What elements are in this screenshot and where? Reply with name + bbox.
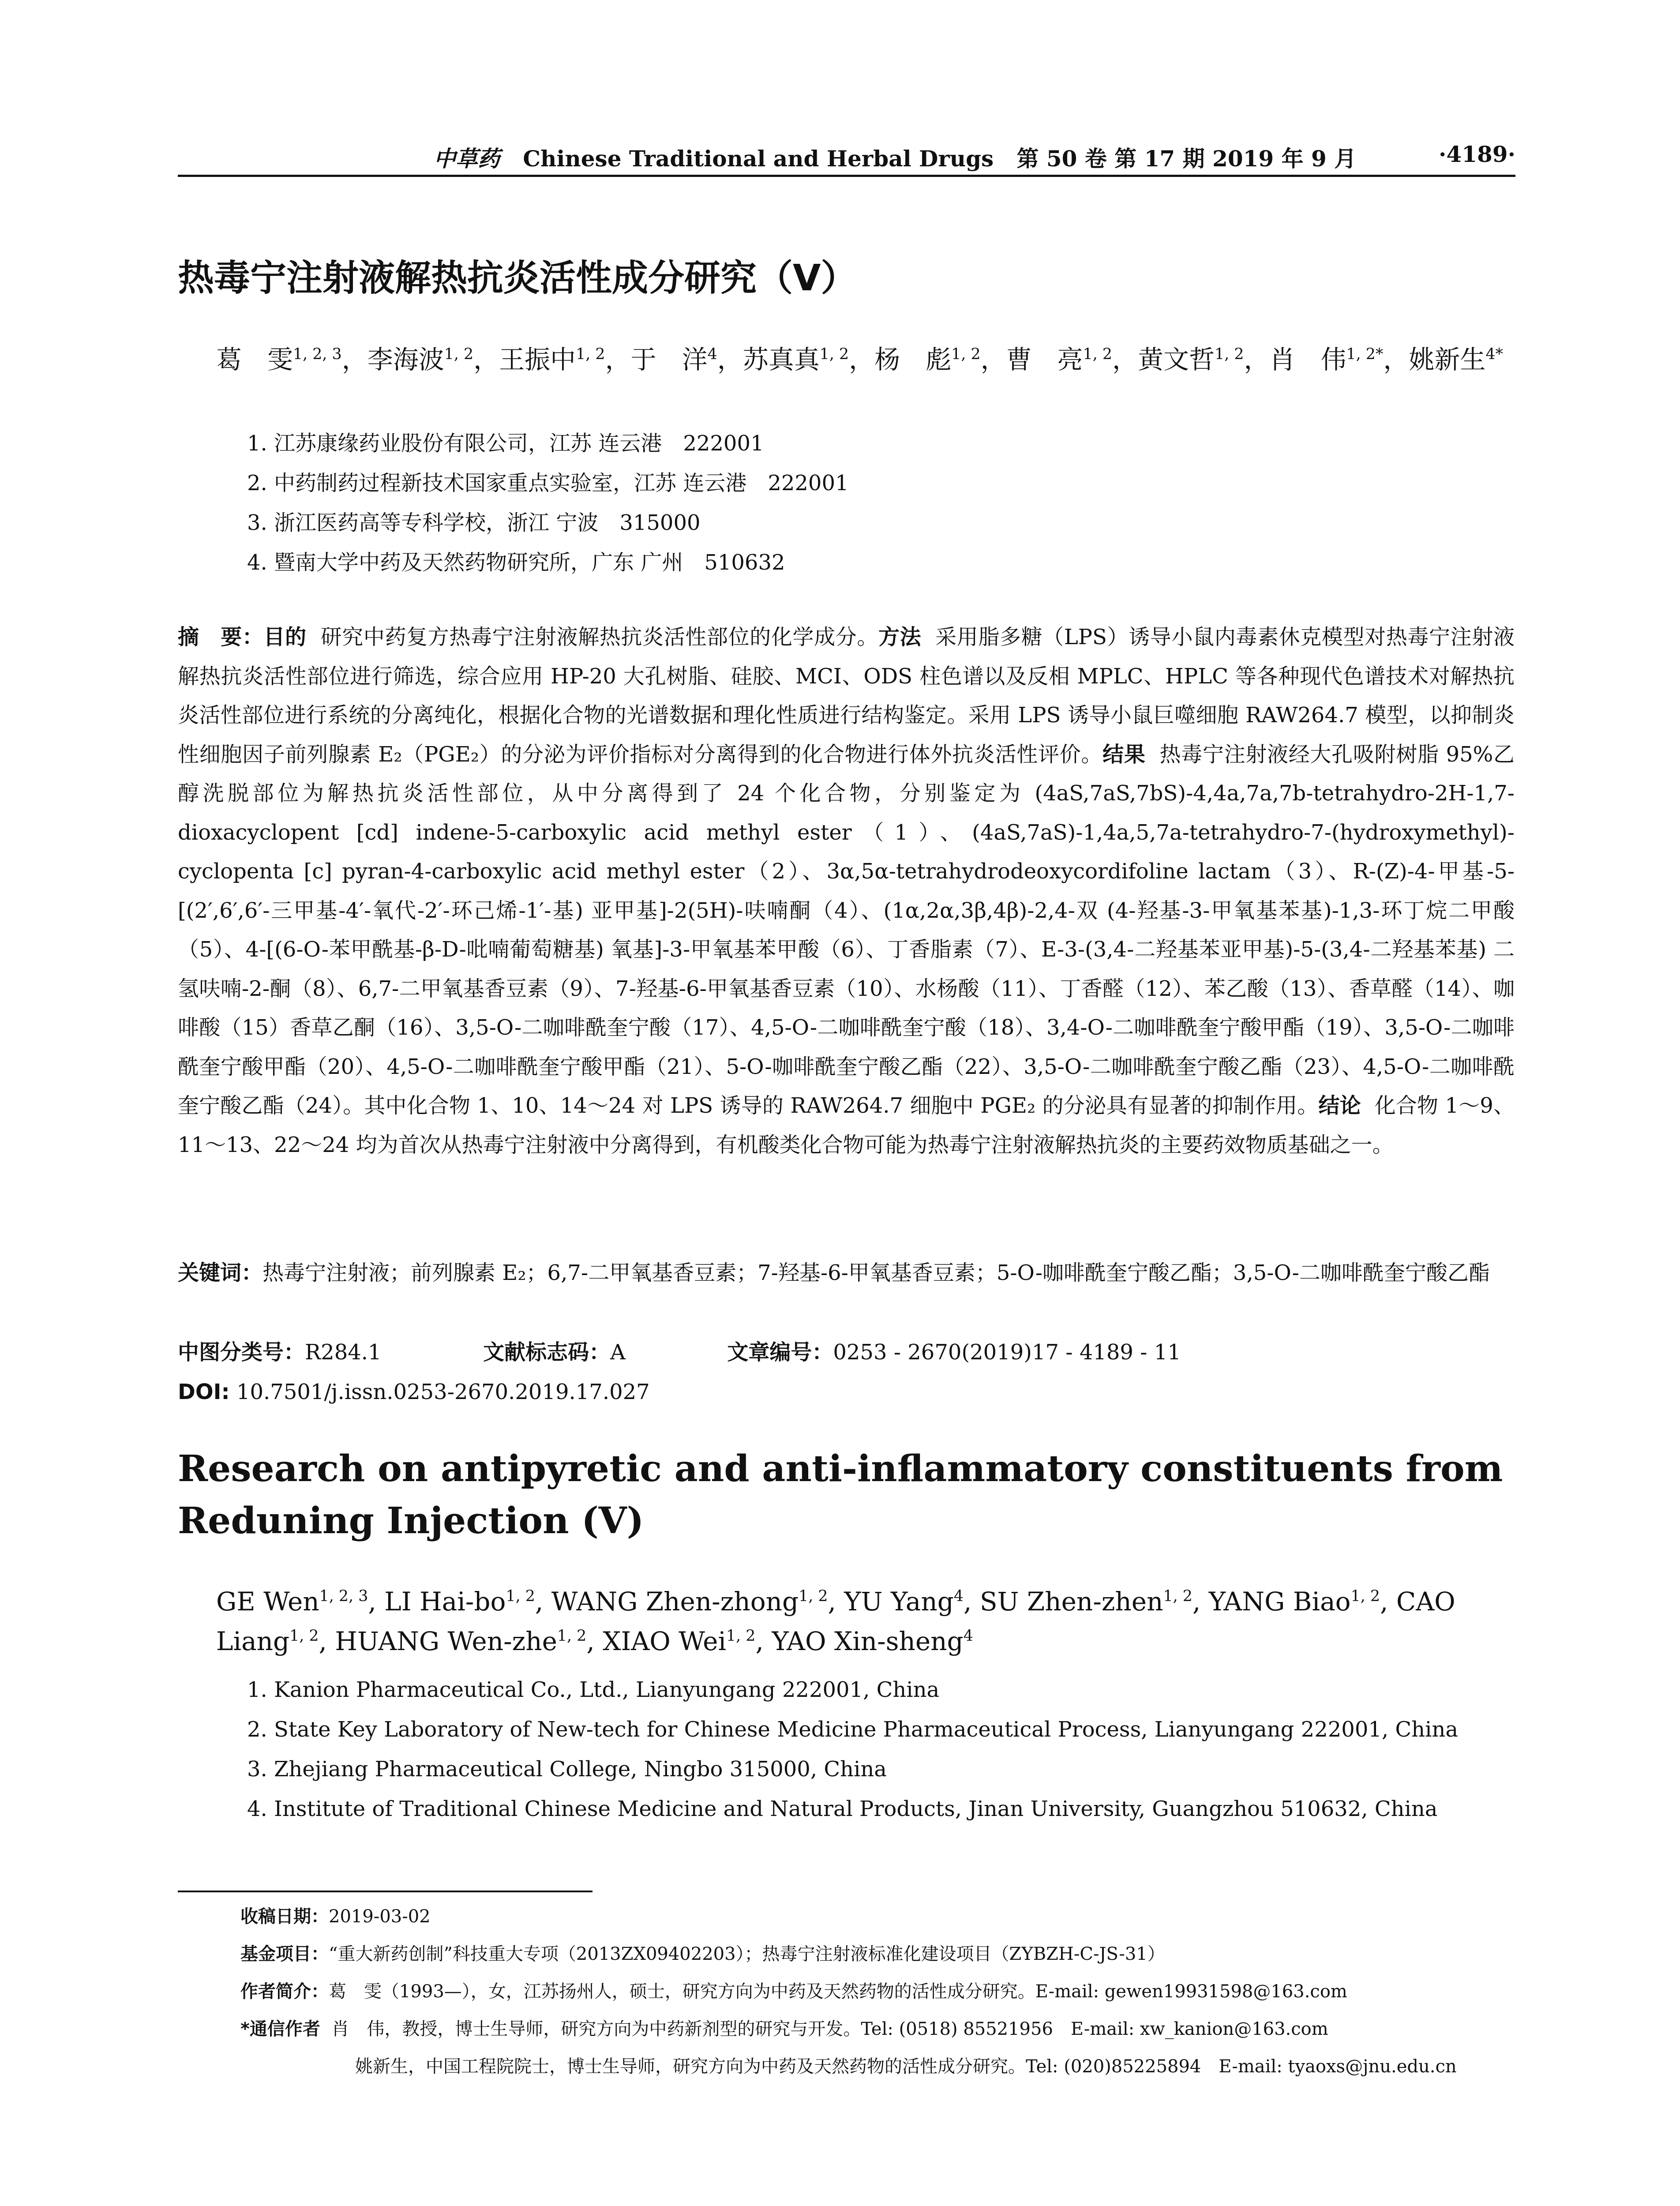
en-author-name: YU Yang [844, 1587, 954, 1617]
affiliation-en-3: 3. Zhejiang Pharmaceutical College, Ningbo 315000, China [247, 1757, 887, 1782]
en-author-name: CAO Liang [216, 1587, 1455, 1656]
en-author-affiliation-mark: 1, 2 [289, 1627, 319, 1645]
cn-author-separator: ， [980, 345, 1006, 375]
cn-author-separator: ， [473, 345, 499, 375]
cn-author-affiliation-mark: 1, 2 [819, 345, 849, 364]
cn-author-name: 于 洋 [630, 345, 708, 375]
en-author [384, 1587, 551, 1617]
results-text: 热毒宁注射液经大孔吸附树脂 95%乙醇洗脱部位为解热抗炎活性部位，从中分离得到了 24 个化合物，分别鉴定为 (4aS,7aS,7bS)-4,4a,7a,7b-tetrahydro-2H-1,7-dioxacyclopent [cd] indene-5-carboxylic acid methyl ester（1）、(4aS,7aS)-1,4a,5,7a-tetrahydro-7-(hydroxymethyl)-cyclopenta [c] pyran-4-carboxylic acid methyl ester（2）、3α,5α-tetrahydrodeoxycordifoline lactam（3）、R-(Z)-4-甲基-5-[(2′,6′,6′-三甲基-4′-氧代-2′-环己烯-1′-基) 亚甲基]-2(5H)-呋喃酮（4）、(1α,2α,3β,4β)-2,4-双 (4-羟基-3-甲氧基苯基)-1,3-环丁烷二甲酸（5）、4-[(6-O-苯甲酰基-β-D-吡喃葡萄糖基) 氧基]-3-甲氧基苯甲酸（6）、丁香脂素（7）、E-3-(3,4-二羟基苯亚甲基)-5-(3,4-二羟基苯基) 二氢呋喃-2-酮（8）、6,7-二甲氧基香豆素（9）、7-羟基-6-甲氧基香豆素（10）、水杨酸（11）、丁香醛（12）、苯乙酸（13）、香草醛（14）、咖啡酸（15）香草乙酮（16）、3,5-O-二咖啡酰奎宁酸（17）、4,5-O-二咖啡酰奎宁酸（18）、3,4-O-二咖啡酰奎宁酸甲酯（19）、3,5-O-二咖啡酰奎宁酸甲酯（20）、4,5-O-二咖啡酰奎宁酸甲酯（21）、5-O-咖啡酰奎宁酸乙酯（22）、3,5-O-二咖啡酰奎宁酸乙酯（23）、4,5-O-二咖啡酰奎宁酸乙酯（24）。其中化合物 1、10、14～24 对 LPS 诱导的 RAW264.7 细胞中 PGE₂ 的分泌具有显著的抑制作用。 [178, 742, 1515, 1118]
journal-issue: 第 50 卷 第 17 期 2019 年 9 月 [1016, 146, 1357, 172]
cn-author-separator: ， [1244, 345, 1270, 375]
cn-author [1138, 345, 1269, 375]
affiliation-cn-1: 1. 江苏康缘药业股份有限公司，江苏 连云港 222001 [247, 431, 764, 456]
en-author-separator: , [535, 1587, 551, 1617]
doi-label: DOI: [178, 1380, 230, 1404]
keywords-label: 关键词： [178, 1261, 263, 1285]
affiliation-en-4: 4. Institute of Traditional Chinese Medicine and Natural Products, Jinan University, Guangzhou 510632, China [247, 1797, 1438, 1821]
en-author-affiliation-mark: 4 [953, 1587, 964, 1606]
affiliation-cn-4: 4. 暨南大学中药及天然药物研究所，广东 广州 510632 [247, 550, 785, 575]
cn-author [743, 345, 874, 375]
en-author-affiliation-mark: 4 [963, 1627, 973, 1645]
doc-code-label: 文献标志码： [483, 1340, 611, 1365]
keywords [178, 1253, 1515, 1293]
doc-code-value: A [610, 1340, 626, 1365]
running-header [178, 141, 1515, 172]
cn-author-separator: ， [1383, 345, 1409, 375]
en-author-name: WANG Zhen-zhong [551, 1587, 799, 1617]
en-author-name: HUANG Wen-zhe [335, 1626, 557, 1656]
journal-name-cn: 中草药 [434, 146, 500, 172]
en-author-name: YAO Xin-sheng [772, 1626, 964, 1656]
objective-text: 研究中药复方热毒宁注射液解热抗炎活性部位的化学成分。 [320, 625, 879, 649]
corresponding-label: *通信作者 [240, 2019, 320, 2039]
header-rule [178, 175, 1515, 177]
en-author [603, 1626, 772, 1656]
footnote-rule [178, 1891, 592, 1892]
cn-author-name: 姚新生 [1409, 345, 1486, 375]
journal-name-en: Chinese Traditional and Herbal Drugs [523, 146, 994, 172]
cn-author-separator: ， [605, 345, 631, 375]
title-cn: 热毒宁注射液解热抗炎活性成分研究（V） [178, 257, 857, 299]
affiliation-en-2: 2. State Key Laboratory of New-tech for Chinese Medicine Pharmaceutical Process, Lianyungang 222001, China [247, 1717, 1458, 1742]
en-author [551, 1587, 844, 1617]
clc-value: R284.1 [305, 1340, 382, 1365]
en-author [1209, 1587, 1396, 1617]
classification-line [178, 1332, 1515, 1372]
conclusion-text: 化合物 1～9、11～13、22～24 均为首次从热毒宁注射液中分离得到，有机酸类化合物可能为热毒宁注射液解热抗炎的主要药效物质基础之一。 [178, 1093, 1515, 1157]
author-bio-text: 葛 雯（1993—），女，江苏扬州人，硕士，研究方向为中药及天然药物的活性成分研究。E-mail: gewen19931598@163.com [329, 1981, 1347, 2002]
cn-author-name: 肖 伟 [1269, 345, 1346, 375]
affiliation-en-1: 1. Kanion Pharmaceutical Co., Ltd., Lianyungang 222001, China [247, 1677, 940, 1702]
clc-label: 中图分类号： [178, 1340, 305, 1365]
fund-text: “重大新药创制”科技重大专项（2013ZX09402203）；热毒宁注射液标准化建设项目（ZYBZH-C-JS-31） [329, 1944, 1165, 1964]
authors-en [216, 1582, 1518, 1661]
cn-author [368, 345, 499, 375]
en-author-name: LI Hai-bo [384, 1587, 506, 1617]
methods-text: 采用脂多糖（LPS）诱导小鼠内毒素休克模型对热毒宁注射液解热抗炎活性部位进行筛选，综合应用 HP-20 大孔树脂、硅胶、MCI、ODS 柱色谱以及反相 MPLC、HPLC 等各种现代色谱技术对解热抗炎活性部位进行系统的分离纯化，根据化合物的光谱数据和理化性质进行结构鉴定。采用 LPS 诱导小鼠巨噬细胞 RAW264.7 模型，以抑制炎性细胞因子前列腺素 E₂（PGE₂）的分泌为评价指标对分离得到的化合物进行体外抗炎活性评价。 [178, 625, 1515, 767]
en-author-affiliation-mark: 1, 2, 3 [319, 1587, 368, 1606]
cn-author-name: 苏真真 [742, 345, 820, 375]
corresponding-text-1: 肖 伟，教授，博士生导师，研究方向为中药新剂型的研究与开发。Tel: (0518) 85521956 E-mail: xw_kanion@163.com [331, 2019, 1328, 2039]
cn-author [1270, 345, 1409, 375]
cn-author [874, 345, 1006, 375]
en-author-separator: , [1380, 1587, 1396, 1617]
received-label: 收稿日期： [240, 1906, 329, 1927]
abstract-label: 摘 要： [178, 625, 264, 649]
methods-label: 方法 [878, 625, 922, 649]
cn-author-affiliation-mark: 4* [1485, 345, 1503, 364]
cn-author [631, 345, 743, 375]
en-author-affiliation-mark: 1, 2 [726, 1627, 756, 1645]
cn-author-affiliation-mark: 1, 2 [1215, 345, 1244, 364]
en-author-name: GE Wen [216, 1587, 319, 1617]
author-bio-label: 作者简介： [240, 1981, 329, 2002]
title-en: Research on antipyretic and anti-inflammatory constituents from Reduning Injection (V) [178, 1448, 1503, 1542]
en-author [335, 1626, 603, 1656]
cn-author-affiliation-mark: 1, 2 [1083, 345, 1113, 364]
cn-author-affiliation-mark: 1, 2, 3 [293, 345, 342, 364]
article-no-value: 0253 - 2670(2019)17 - 4189 - 11 [833, 1340, 1181, 1365]
cn-author-name: 黄文哲 [1138, 345, 1215, 375]
article-no-label: 文章编号： [727, 1340, 833, 1365]
cn-author-name: 王振中 [499, 345, 576, 375]
en-author-name: SU Zhen-zhen [979, 1587, 1163, 1617]
cn-author-name: 李海波 [367, 345, 444, 375]
en-author-affiliation-mark: 1, 2 [1163, 1587, 1192, 1606]
affiliation-cn-3: 3. 浙江医药高等专科学校，浙江 宁波 315000 [247, 510, 701, 535]
affiliation-cn-2: 2. 中药制药过程新技术国家重点实验室，江苏 连云港 222001 [247, 471, 849, 495]
en-author-separator: , [368, 1587, 385, 1617]
cn-author-separator: ， [849, 345, 875, 375]
cn-author-name: 杨 彪 [874, 345, 952, 375]
cn-author-affiliation-mark: 1, 2 [576, 345, 605, 364]
cn-author-affiliation-mark: 1, 2* [1346, 345, 1384, 364]
cn-author-affiliation-mark: 1, 2 [951, 345, 981, 364]
conclusion-label: 结论 [1318, 1093, 1361, 1118]
footnote-corresponding-2: 姚新生，中国工程院院士，博士生导师，研究方向为中药及天然药物的活性成分研究。Tel: (020)85225894 E-mail: tyaoxs@jnu.edu.cn [355, 2056, 1457, 2077]
en-author [216, 1587, 384, 1617]
cn-author [1409, 345, 1503, 375]
cn-author-name: 葛 雯 [216, 345, 293, 375]
en-author [844, 1587, 979, 1617]
cn-author [216, 345, 368, 375]
en-author-separator: , [755, 1626, 772, 1656]
authors-cn [216, 340, 1513, 379]
en-author-separator: , [828, 1587, 844, 1617]
en-author-affiliation-mark: 1, 2 [557, 1627, 587, 1645]
en-author [980, 1587, 1209, 1617]
en-author-affiliation-mark: 1, 2 [1350, 1587, 1380, 1606]
cn-author-affiliation-mark: 4 [707, 345, 717, 364]
footnote-fund [240, 1941, 1520, 1967]
cn-author [499, 345, 630, 375]
cn-author-separator: ， [1112, 345, 1138, 375]
abstract [178, 618, 1515, 1164]
received-date: 2019-03-02 [329, 1906, 431, 1927]
cn-author-affiliation-mark: 1, 2 [444, 345, 474, 364]
cn-author-separator: ， [717, 345, 743, 375]
footnote-corresponding-1 [240, 2016, 1520, 2042]
keywords-text: 热毒宁注射液；前列腺素 E₂；6,7-二甲氧基香豆素；7-羟基-6-甲氧基香豆素；5-O-咖啡酰奎宁酸乙酯；3,5-O-二咖啡酰奎宁酸乙酯 [262, 1261, 1490, 1285]
page-number: ·4189· [1439, 141, 1515, 167]
en-author-name: YANG Biao [1208, 1587, 1351, 1617]
en-author-separator: , [319, 1626, 335, 1656]
en-author-separator: , [586, 1626, 603, 1656]
cn-author-name: 曹 亮 [1006, 345, 1083, 375]
en-author-affiliation-mark: 1, 2 [799, 1587, 828, 1606]
doi-line [178, 1372, 1515, 1412]
footnote-received [240, 1904, 1520, 1929]
en-author-separator: , [1192, 1587, 1209, 1617]
en-author-name: XIAO Wei [603, 1626, 727, 1656]
en-author [772, 1626, 973, 1656]
en-author-affiliation-mark: 1, 2 [506, 1587, 535, 1606]
en-author-separator: , [963, 1587, 980, 1617]
doi-value[interactable]: 10.7501/j.issn.0253-2670.2019.17.027 [236, 1380, 650, 1404]
fund-label: 基金项目： [240, 1944, 329, 1964]
cn-author [1006, 345, 1138, 375]
footnote-author [240, 1979, 1520, 2004]
objective-label: 目的 [263, 625, 307, 649]
cn-author-separator: ， [341, 345, 368, 375]
journal-info [434, 141, 1356, 173]
results-label: 结果 [1102, 742, 1146, 767]
